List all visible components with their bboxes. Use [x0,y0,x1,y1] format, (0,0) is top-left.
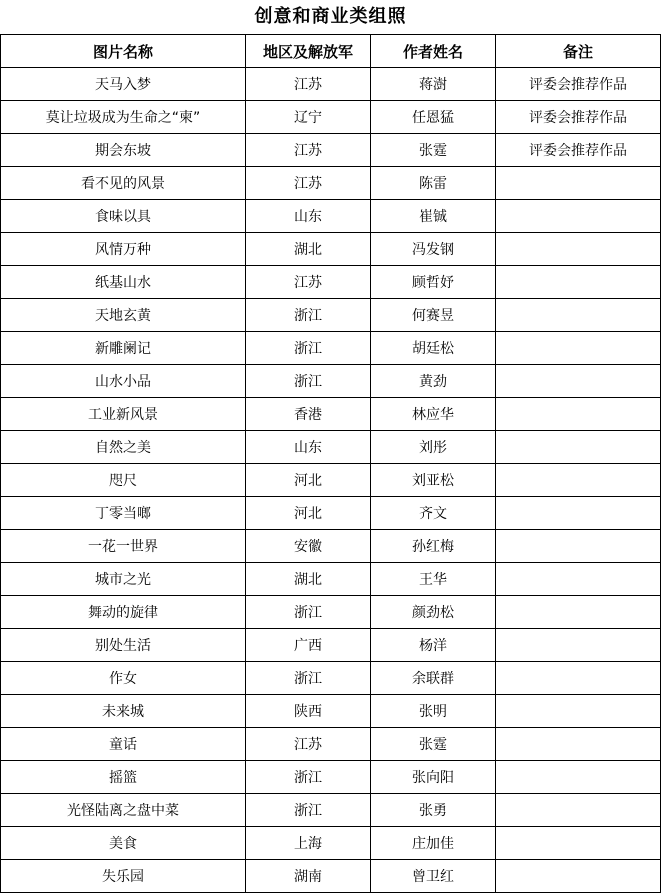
cell-note [496,266,661,299]
cell-region: 浙江 [246,299,371,332]
cell-note [496,728,661,761]
cell-region: 湖南 [246,860,371,893]
cell-picture-name: 童话 [1,728,246,761]
table-row [1,827,661,860]
cell-author-name: 陈雷 [371,167,496,200]
table-row [1,728,661,761]
cell-picture-name: 自然之美 [1,431,246,464]
header-row [1,35,661,68]
cell-note: 评委会推荐作品 [496,68,661,101]
cell-picture-name: 工业新风景 [1,398,246,431]
cell-picture-name: 食味以具 [1,200,246,233]
table-row [1,497,661,530]
cell-note [496,761,661,794]
cell-note [496,860,661,893]
table-row [1,332,661,365]
cell-region: 江苏 [246,266,371,299]
table-body [1,68,661,893]
cell-region: 安徽 [246,530,371,563]
cell-author-name: 林应华 [371,398,496,431]
cell-note [496,299,661,332]
table-row [1,68,661,101]
cell-author-name: 张勇 [371,794,496,827]
cell-note [496,497,661,530]
cell-author-name: 王华 [371,563,496,596]
cell-picture-name: 一花一世界 [1,530,246,563]
table-row [1,200,661,233]
sheet-title: 创意和商业类组照 [254,6,407,27]
cell-picture-name: 未来城 [1,695,246,728]
cell-picture-name: 新雕阑记 [1,332,246,365]
table-row [1,695,661,728]
table-row [1,398,661,431]
cell-author-name: 杨洋 [371,629,496,662]
cell-region: 湖北 [246,563,371,596]
cell-author-name: 余联群 [371,662,496,695]
cell-note: 评委会推荐作品 [496,101,661,134]
cell-note [496,827,661,860]
cell-author-name: 庄加佳 [371,827,496,860]
cell-note [496,629,661,662]
cell-note [496,794,661,827]
cell-author-name: 齐文 [371,497,496,530]
table-row [1,794,661,827]
cell-region: 浙江 [246,761,371,794]
cell-note [496,563,661,596]
table-row [1,299,661,332]
cell-note [496,167,661,200]
cell-note [496,200,661,233]
cell-picture-name: 美食 [1,827,246,860]
cell-region: 浙江 [246,332,371,365]
cell-note [496,662,661,695]
cell-region: 河北 [246,464,371,497]
cell-author-name: 张向阳 [371,761,496,794]
table-row [1,563,661,596]
table-row [1,860,661,893]
cell-author-name: 刘亚松 [371,464,496,497]
cell-author-name: 刘彤 [371,431,496,464]
table-row [1,662,661,695]
table-row [1,761,661,794]
cell-region: 陕西 [246,695,371,728]
cell-region: 江苏 [246,167,371,200]
table-row [1,365,661,398]
cell-note [496,530,661,563]
cell-picture-name: 风情万种 [1,233,246,266]
cell-note [496,332,661,365]
cell-picture-name: 看不见的风景 [1,167,246,200]
cell-region: 浙江 [246,596,371,629]
cell-author-name: 张霆 [371,728,496,761]
cell-picture-name: 丁零当啷 [1,497,246,530]
cell-region: 河北 [246,497,371,530]
cell-picture-name: 纸基山水 [1,266,246,299]
cell-picture-name: 舞动的旋律 [1,596,246,629]
cell-note [496,596,661,629]
table-row [1,629,661,662]
table-row [1,101,661,134]
cell-region: 湖北 [246,233,371,266]
cell-picture-name: 摇篮 [1,761,246,794]
cell-region: 江苏 [246,134,371,167]
cell-note [496,233,661,266]
column-header-author: 作者姓名 [371,35,496,68]
cell-author-name: 张霆 [371,134,496,167]
cell-note [496,398,661,431]
cell-region: 辽宁 [246,101,371,134]
table-row [1,596,661,629]
cell-author-name: 崔铖 [371,200,496,233]
column-header-name: 图片名称 [1,35,246,68]
cell-picture-name: 失乐园 [1,860,246,893]
table-row [1,464,661,497]
cell-author-name: 顾哲妤 [371,266,496,299]
cell-author-name: 蒋澍 [371,68,496,101]
cell-region: 山东 [246,200,371,233]
cell-author-name: 黄劲 [371,365,496,398]
cell-region: 山东 [246,431,371,464]
cell-author-name: 曾卫红 [371,860,496,893]
cell-author-name: 何赛昱 [371,299,496,332]
cell-region: 香港 [246,398,371,431]
cell-note: 评委会推荐作品 [496,134,661,167]
cell-region: 浙江 [246,662,371,695]
cell-region: 上海 [246,827,371,860]
cell-picture-name: 山水小品 [1,365,246,398]
table-row [1,233,661,266]
cell-note [496,431,661,464]
cell-picture-name: 咫尺 [1,464,246,497]
cell-region: 江苏 [246,68,371,101]
cell-picture-name: 别处生活 [1,629,246,662]
cell-author-name: 任恩猛 [371,101,496,134]
table-row [1,431,661,464]
cell-picture-name: 作女 [1,662,246,695]
column-header-region: 地区及解放军 [246,35,371,68]
cell-region: 广西 [246,629,371,662]
cell-picture-name: 天地玄黄 [1,299,246,332]
cell-author-name: 颜劲松 [371,596,496,629]
cell-picture-name: 光怪陆离之盘中菜 [1,794,246,827]
cell-region: 江苏 [246,728,371,761]
cell-picture-name: 期会东坡 [1,134,246,167]
cell-note [496,365,661,398]
cell-author-name: 胡廷松 [371,332,496,365]
cell-picture-name: 莫让垃圾成为生命之“柬” [1,101,246,134]
cell-picture-name: 天马入梦 [1,68,246,101]
cell-author-name: 张明 [371,695,496,728]
cell-author-name: 孙红梅 [371,530,496,563]
cell-author-name: 冯发钢 [371,233,496,266]
cell-region: 浙江 [246,794,371,827]
cell-region: 浙江 [246,365,371,398]
cell-note [496,695,661,728]
cell-note [496,464,661,497]
table-row [1,530,661,563]
table-row [1,134,661,167]
column-header-note: 备注 [496,35,661,68]
table-row [1,167,661,200]
cell-picture-name: 城市之光 [1,563,246,596]
award-table [0,34,661,893]
table-row [1,266,661,299]
